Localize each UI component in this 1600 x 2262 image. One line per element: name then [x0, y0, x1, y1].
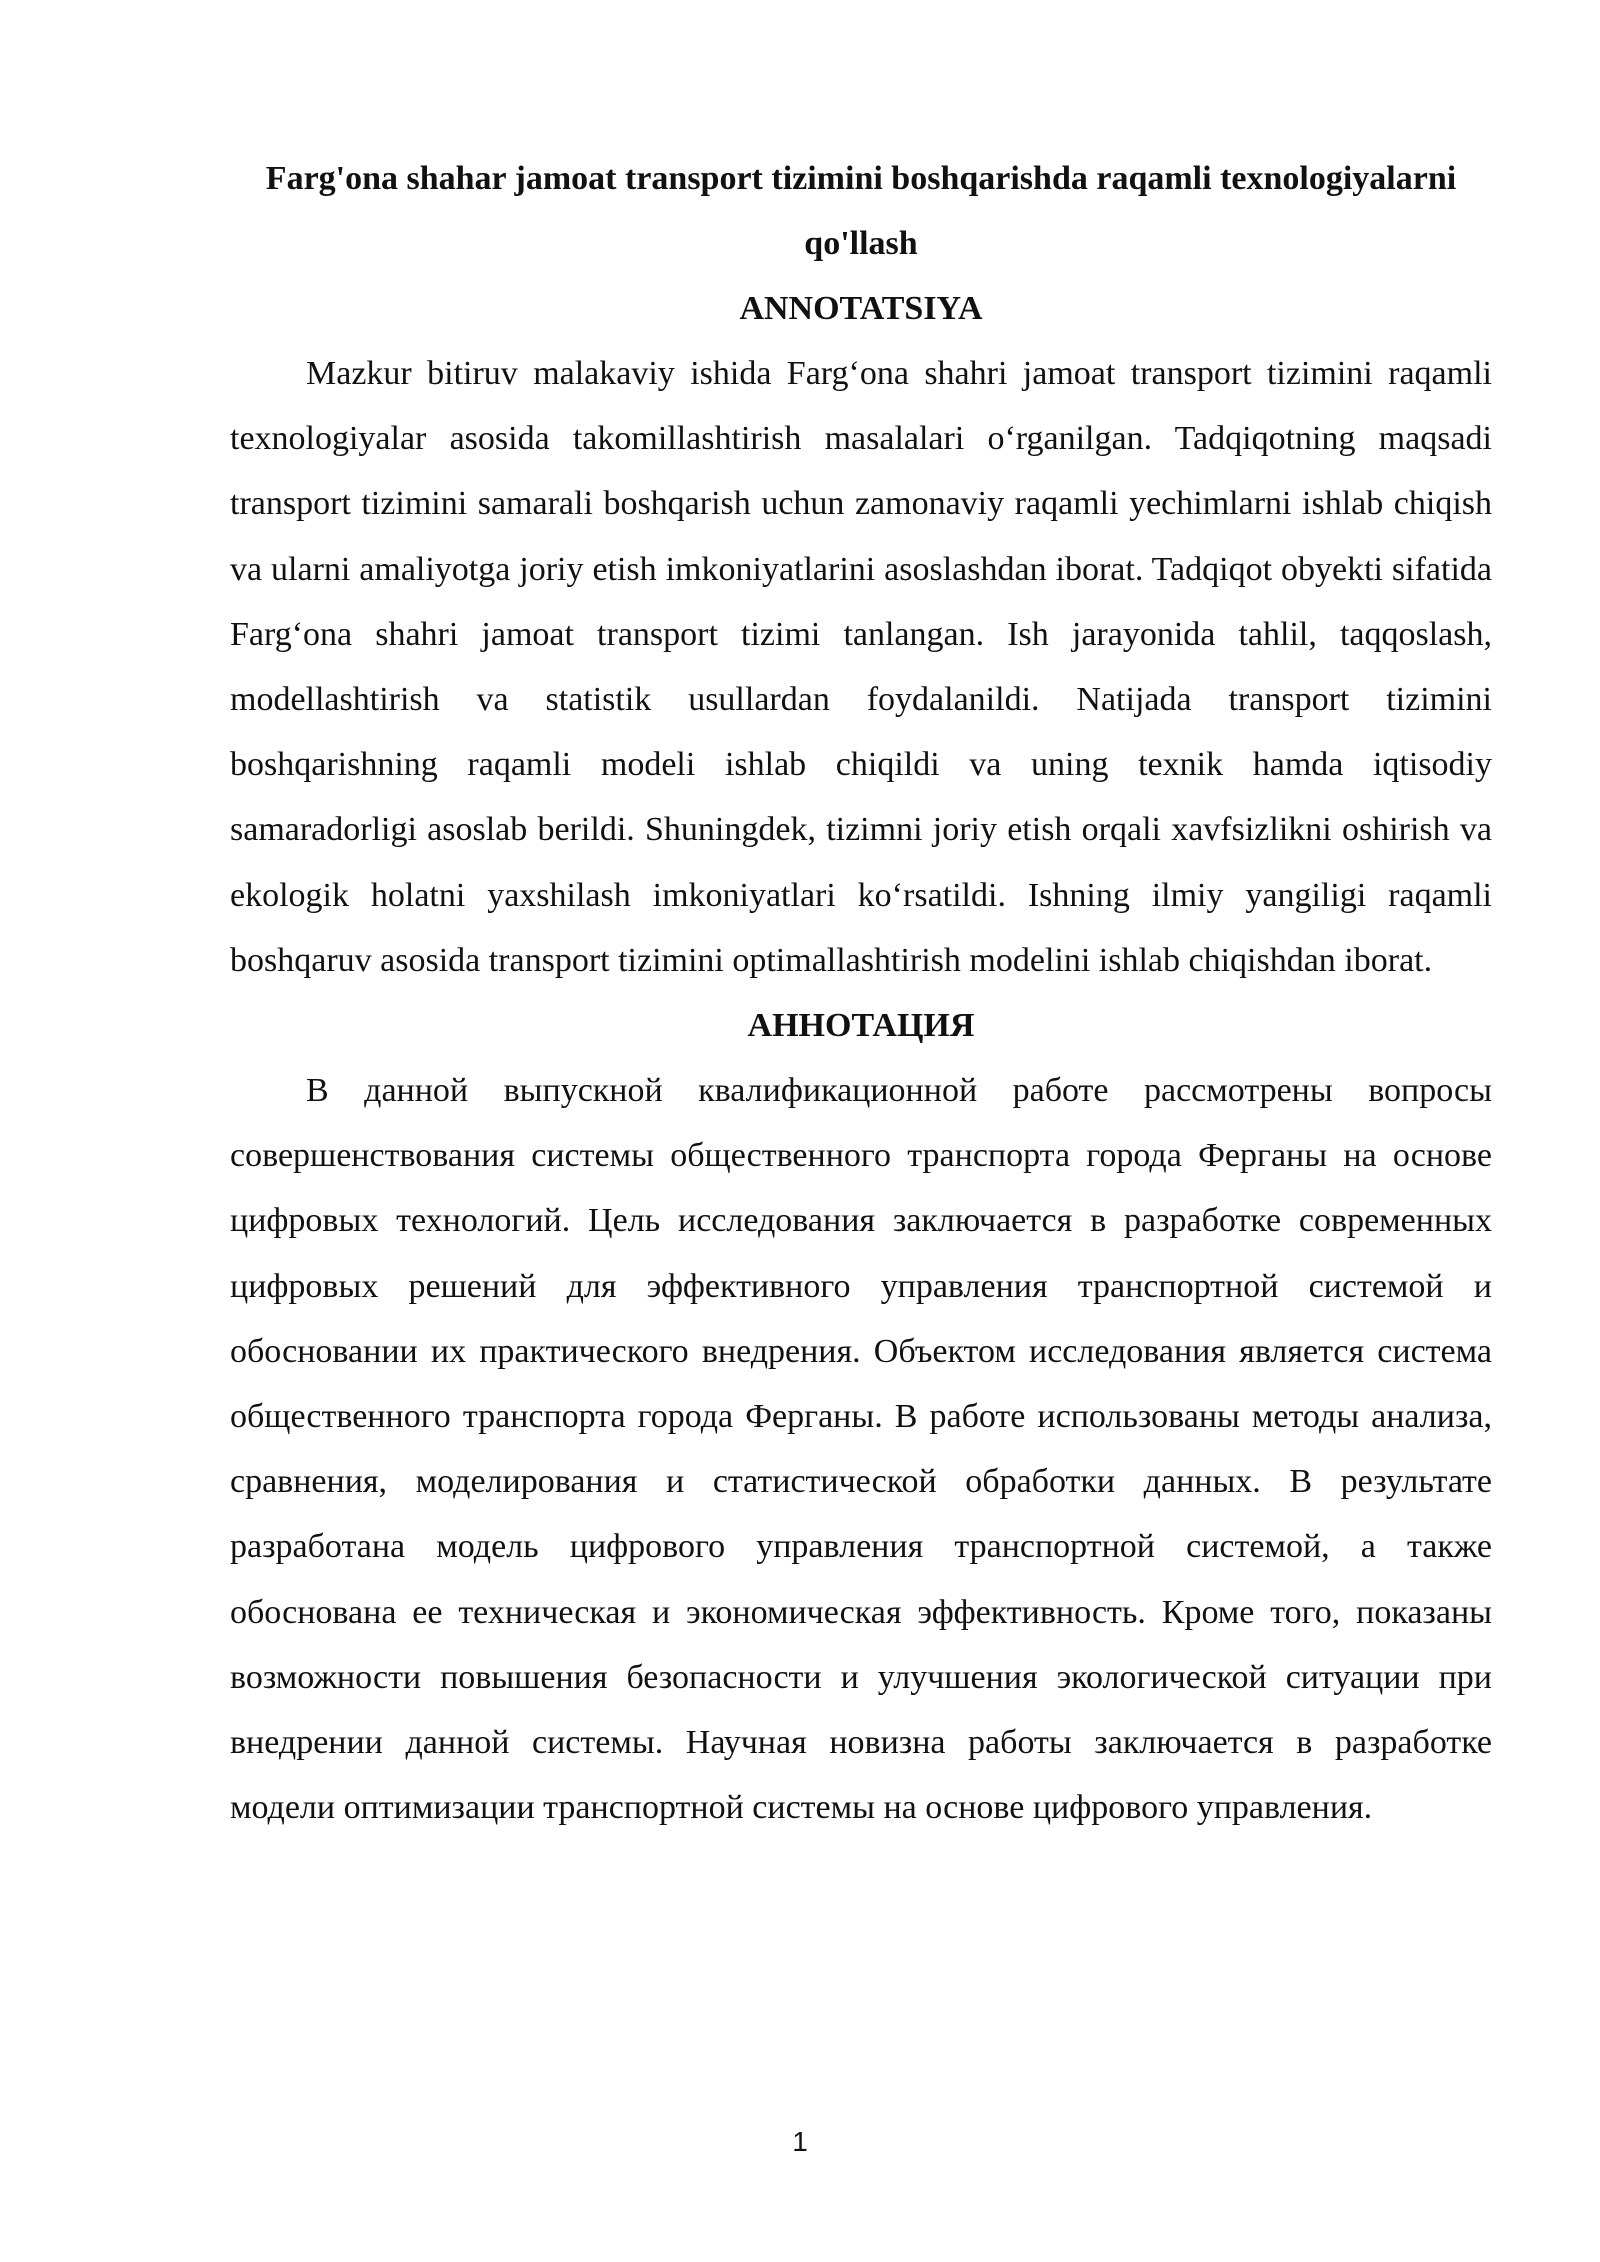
page-number: 1: [792, 2126, 808, 2157]
abstract-paragraph-uzbek: Mazkur bitiruv malakaviy ishida Farg‘ona shahri jamoat transport tizimini raqamli texnologiyalar asosida takomillashtirish masalalari o‘rganilgan. Tadqiqotning maqsadi transport tizimini samarali boshqarish uchun zamonaviy raqamli yechimlarni ishlab chiqish va ularni amaliyotga joriy etish imkoniyatlarini asoslashdan iborat. Tadqiqot obyekti sifatida Farg‘ona shahri jamoat transport tizimi tanlangan. Ish jarayonida tahlil, taqqoslash, modellashtirish va statistik usullardan foydalanildi. Natijada transport tizimini boshqarishning raqamli modeli ishlab chiqildi va uning texnik hamda iqtisodiy samaradorligi asoslab berildi. Shuningdek, tizimni joriy etish orqali xavfsizlikni oshirish va ekologik holatni yaxshilash imkoniyatlari ko‘rsatildi. Ishning ilmiy yangiligi raqamli boshqaruv asosida transport tizimini optimallashtirish modelini ishlab chiqishdan iborat.: [230, 355, 1492, 979]
page-content: [230, 146, 1492, 1840]
section-heading-russian: АННОТАЦИЯ: [747, 1007, 975, 1045]
section-heading-uzbek: ANNOTATSIYA: [739, 290, 983, 327]
document-title: Farg'ona shahar jamoat transport tizimini boshqarishda raqamli texnologiyalarni qo'llash: [265, 160, 1457, 262]
abstract-paragraph-russian: В данной выпускной квалификационной работе рассмотрены вопросы совершенствования системы общественного транспорта города Ферганы на основе цифровых технологий. Цель исследования заключается в разработке современных цифровых решений для эффективного управления транспортной системой и обосновании их практического внедрения. Объектом исследования является система общественного транспорта города Ферганы. В работе использованы методы анализа, сравнения, моделирования и статистической обработки данных. В результате разработана модель цифрового управления транспортной системой, а также обоснована ее техническая и экономическая эффективность. Кроме того, показаны возможности повышения безопасности и улучшения экологической ситуации при внедрении данной системы. Научная новизна работы заключается в разработке модели оптимизации транспортной системы на основе цифрового управления.: [230, 1072, 1492, 1827]
